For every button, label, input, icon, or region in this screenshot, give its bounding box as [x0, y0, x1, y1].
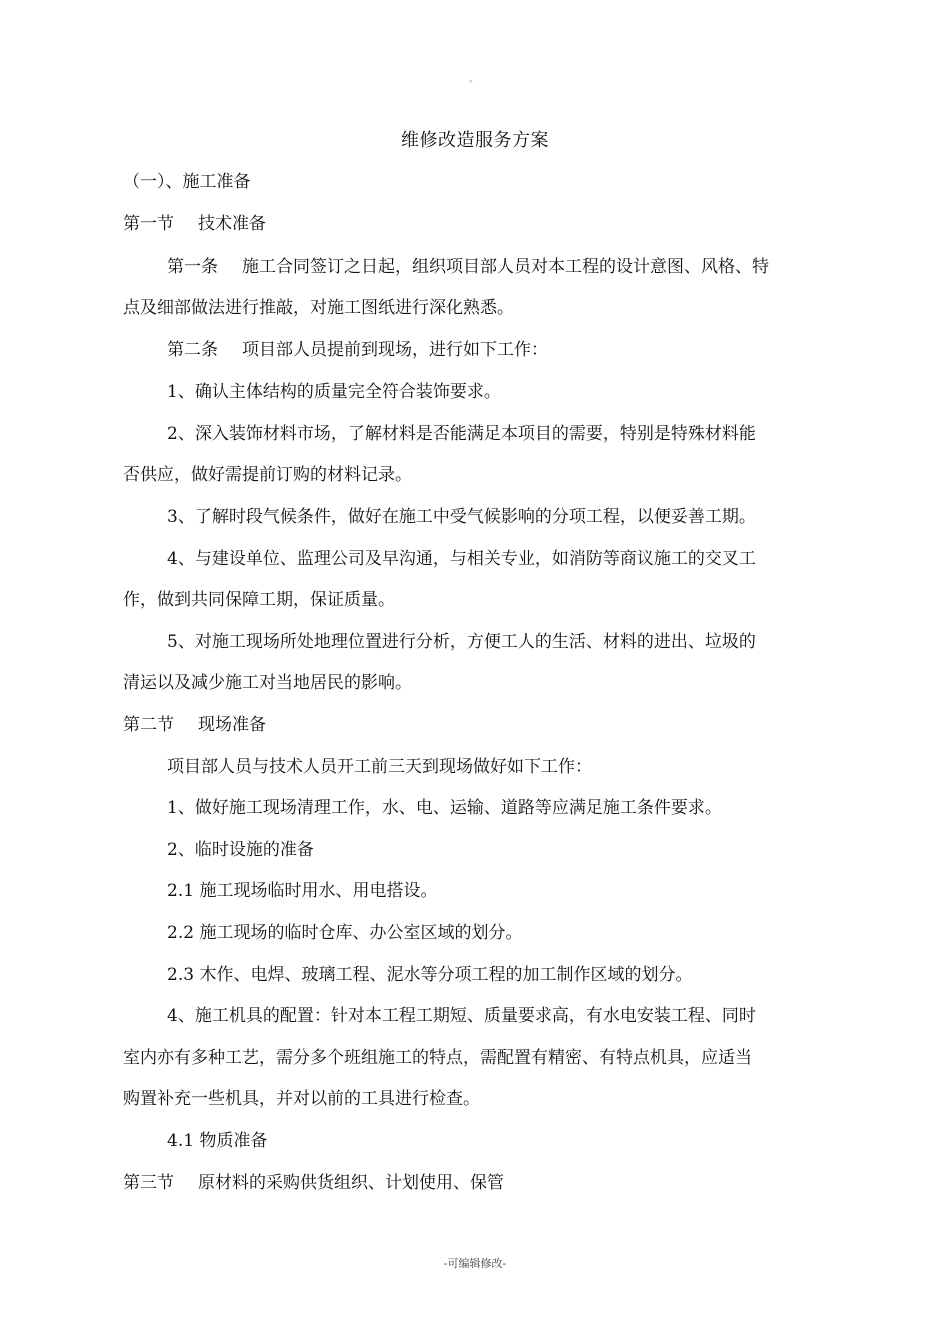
paragraph-line: 点及细部做法进行推敲，对施工图纸进行深化熟悉。 — [123, 298, 514, 318]
document-title: 维修改造服务方案 — [401, 130, 549, 151]
article-text: 施工合同签订之日起，组织项目部人员对本工程的设计意图、风格、特 — [242, 257, 769, 277]
list-item: 1、确认主体结构的质量完全符合装饰要求。 — [167, 382, 501, 402]
section-heading: （一）、施工准备 — [123, 172, 251, 192]
list-item: 4、与建设单位、监理公司及早沟通，与相关专业，如消防等商议施工的交叉工 — [167, 549, 756, 569]
paragraph-line: 作，做到共同保障工期，保证质量。 — [123, 590, 395, 610]
article-number: 第一条 — [167, 257, 218, 277]
list-item: 4、施工机具的配置：针对本工程工期短、质量要求高，有水电安装工程、同时 — [167, 1006, 756, 1026]
page-footer: -可编辑修改- — [443, 1257, 507, 1270]
subsection-heading — [123, 212, 266, 236]
subsection-number: 第二节 — [123, 715, 174, 735]
subsection-number: 第一节 — [123, 214, 174, 234]
header-mark: 。 — [469, 74, 479, 85]
list-item: 2.3 木作、电焊、玻璃工程、泥水等分项工程的加工制作区域的划分。 — [167, 965, 693, 985]
subsection-title: 技术准备 — [198, 214, 266, 234]
paragraph-line — [167, 338, 548, 362]
subsection-title: 原材料的采购供货组织、计划使用、保管 — [198, 1173, 504, 1193]
list-item: 2.1 施工现场临时用水、用电搭设。 — [167, 881, 438, 901]
subsection-heading — [123, 713, 266, 737]
article-text: 项目部人员提前到现场，进行如下工作： — [242, 340, 548, 360]
paragraph-line — [167, 255, 769, 279]
list-item: 1、做好施工现场清理工作，水、电、运输、道路等应满足施工条件要求。 — [167, 798, 722, 818]
subsection-heading — [123, 1171, 504, 1195]
subsection-number: 第三节 — [123, 1173, 174, 1193]
subsection-title: 现场准备 — [198, 715, 266, 735]
article-number: 第二条 — [167, 340, 218, 360]
list-item: 5、对施工现场所处地理位置进行分析，方便工人的生活、材料的进出、垃圾的 — [167, 632, 756, 652]
paragraph-line: 否供应，做好需提前订购的材料记录。 — [123, 465, 412, 485]
paragraph-line: 室内亦有多种工艺，需分多个班组施工的特点，需配置有精密、有特点机具，应适当 — [123, 1048, 752, 1068]
list-item: 3、了解时段气候条件，做好在施工中受气候影响的分项工程，以便妥善工期。 — [167, 507, 756, 527]
paragraph-line: 清运以及减少施工对当地居民的影响。 — [123, 673, 412, 693]
paragraph-line: 购置补充一些机具，并对以前的工具进行检查。 — [123, 1089, 480, 1109]
paragraph-line: 项目部人员与技术人员开工前三天到现场做好如下工作： — [167, 757, 592, 777]
list-item: 2.2 施工现场的临时仓库、办公室区域的划分。 — [167, 923, 523, 943]
list-item: 4.1 物质准备 — [167, 1131, 268, 1151]
list-item: 2、临时设施的准备 — [167, 840, 314, 860]
list-item: 2、深入装饰材料市场，了解材料是否能满足本项目的需要，特别是特殊材料能 — [167, 424, 756, 444]
